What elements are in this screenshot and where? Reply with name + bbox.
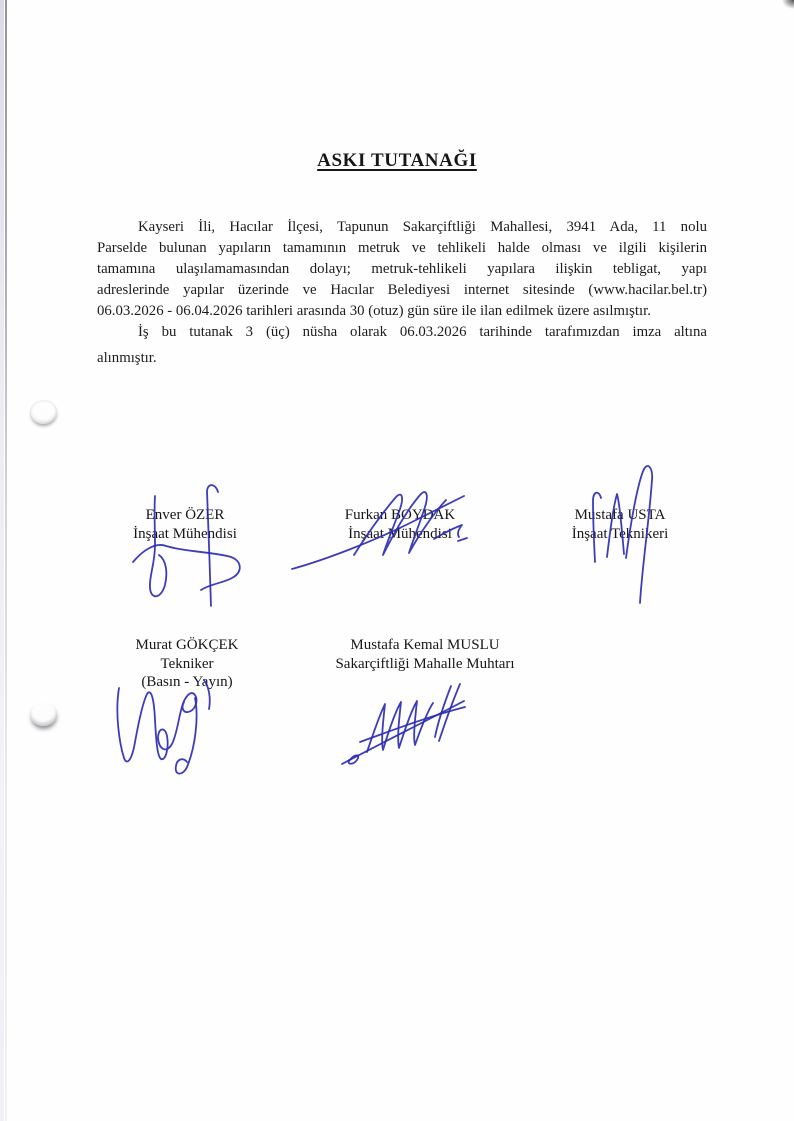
hole-punch-mark: [29, 399, 58, 426]
signatory-title: Sakarçiftliği Mahalle Muhtarı: [335, 655, 515, 672]
paragraph-line: adreslerinde yapılar üzerinde ve Hacılar Belediyesi internet sitesinde (www.hacilar.bel.tr): [97, 282, 707, 298]
signatory-block: [102, 636, 272, 692]
signatory-name: Enver ÖZER: [145, 507, 225, 523]
signatory-title: İnşaat Mühendisi: [133, 525, 237, 542]
signatory-block: [328, 636, 522, 673]
signatory-block: [532, 506, 708, 543]
signatory-name: Furkan BOYDAK: [344, 507, 456, 523]
paragraph-line: Kayseri İli, Hacılar İlçesi, Tapunun Sakarçiftliği Mahallesi, 3941 Ada, 11 nolu: [138, 219, 707, 235]
paragraph-line: tamamına ulaşılamamasından dolayı; metruk-tehlikeli yapılara ilişkin tebligat, yapı: [97, 261, 707, 277]
signature-ink-enver-ozer: [128, 478, 263, 623]
hole-punch-mark: [29, 701, 58, 728]
signatory-block: [312, 506, 488, 543]
paragraph-line: İş bu tutanak 3 (üç) nüsha olarak 06.03.2026 tarihinde tarafımızdan imza altına: [138, 324, 707, 340]
scan-corner-smudge: [782, 0, 794, 9]
signatory-name: Murat GÖKÇEK: [135, 637, 239, 653]
signatory-subtitle: (Basın - Yayın): [141, 674, 233, 690]
signatory-block: [100, 506, 270, 543]
signatory-name: Mustafa Kemal MUSLU: [350, 637, 500, 653]
document-body: [97, 217, 707, 369]
signature-ink-mustafa-kemal-muslu: [338, 682, 468, 772]
signatory-title: Tekniker: [160, 655, 214, 672]
paragraph-line: alınmıştır.: [97, 350, 157, 366]
signatory-title: İnşaat Mühendisi: [348, 525, 452, 542]
paragraph-line: Parselde bulunan yapıların tamamının metruk ve tehlikeli halde olması ve ilgili kişilerin: [97, 240, 707, 256]
paragraph-line: 06.03.2026 - 06.04.2026 tarihleri arasında 30 (otuz) gün süre ile ilan edilmek üzere asılmıştır.: [97, 303, 651, 319]
signatory-name: Mustafa USTA: [574, 507, 666, 523]
signatory-title: İnşaat Teknikeri: [571, 525, 669, 542]
page-title: ASKI TUTANAĞI: [317, 150, 477, 171]
